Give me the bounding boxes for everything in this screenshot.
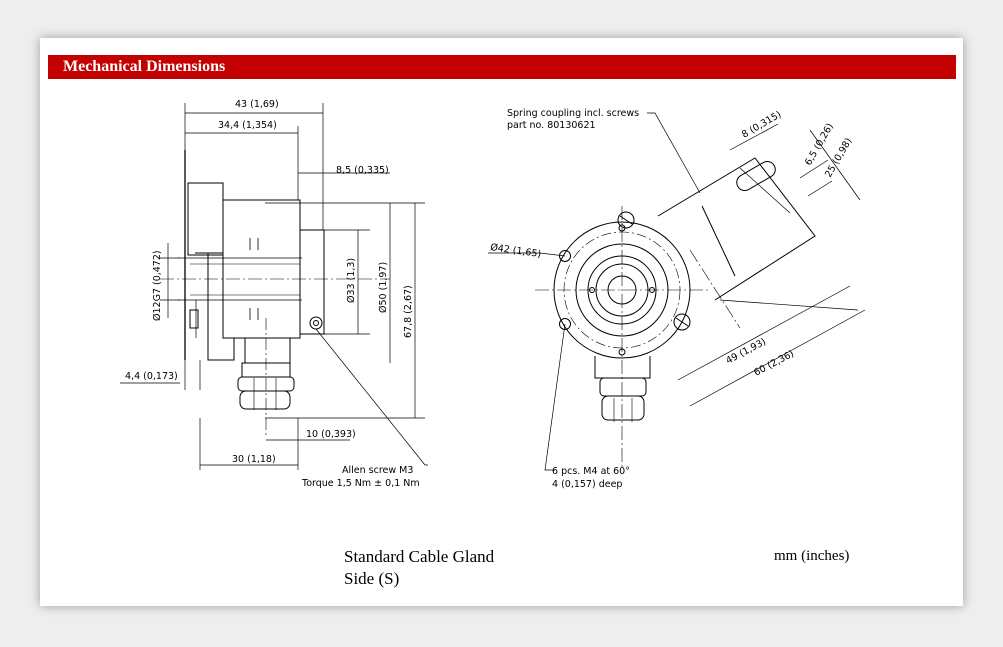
units-label: mm (inches) xyxy=(774,548,850,564)
dim-gland-offset: 10 (0,393) xyxy=(306,429,356,440)
dim-slot-width: 6,5 (0,26) xyxy=(803,121,836,168)
dim-body-diameter: Ø50 (1,97) xyxy=(378,261,389,313)
note-allen-screw: Allen screw M3 xyxy=(342,465,414,476)
datasheet-page xyxy=(40,38,963,606)
note-mounting-holes: 6 pcs. M4 at 60° xyxy=(552,466,630,477)
dim-clamp-offset: 8,5 (0,335) xyxy=(336,165,389,176)
dim-arm-height: 25 (0,98) xyxy=(823,136,855,180)
dim-gland-position: 30 (1,18) xyxy=(232,454,276,465)
side-view-labels xyxy=(125,99,420,489)
dim-flange-thickness: 4,4 (0,173) xyxy=(125,371,178,382)
dim-collar-diameter: Ø33 (1,3) xyxy=(346,257,357,303)
dim-arm-reach-inner: 49 (1,93) xyxy=(724,336,768,367)
front-view-labels xyxy=(490,108,855,490)
dim-body-length: 34,4 (1,354) xyxy=(218,120,277,131)
front-view-drawing xyxy=(535,158,815,468)
technical-drawing xyxy=(40,38,963,606)
dim-total-height: 67,8 (2,67) xyxy=(403,285,414,338)
note-torque: Torque 1,5 Nm ± 0,1 Nm xyxy=(302,478,420,489)
section-title: Mechanical Dimensions xyxy=(63,58,226,75)
dim-overall-length: 43 (1,69) xyxy=(235,99,279,110)
dim-arm-width: 8 (0,315) xyxy=(740,109,784,141)
note-spring-coupling: Spring coupling incl. screws xyxy=(507,108,640,119)
dim-bolt-circle: Ø42 (1,65) xyxy=(489,242,542,261)
caption-line-2: Side (S) xyxy=(344,569,400,588)
front-view-dimension-lines xyxy=(488,113,865,470)
caption-line-1: Standard Cable Gland xyxy=(344,547,495,566)
dim-arm-reach-outer: 60 (2,36) xyxy=(752,348,796,379)
note-hole-depth: 4 (0,157) deep xyxy=(552,479,623,490)
note-part-number: part no. 80130621 xyxy=(507,120,596,131)
dim-bore: Ø12G7 (0,472) xyxy=(152,250,163,321)
